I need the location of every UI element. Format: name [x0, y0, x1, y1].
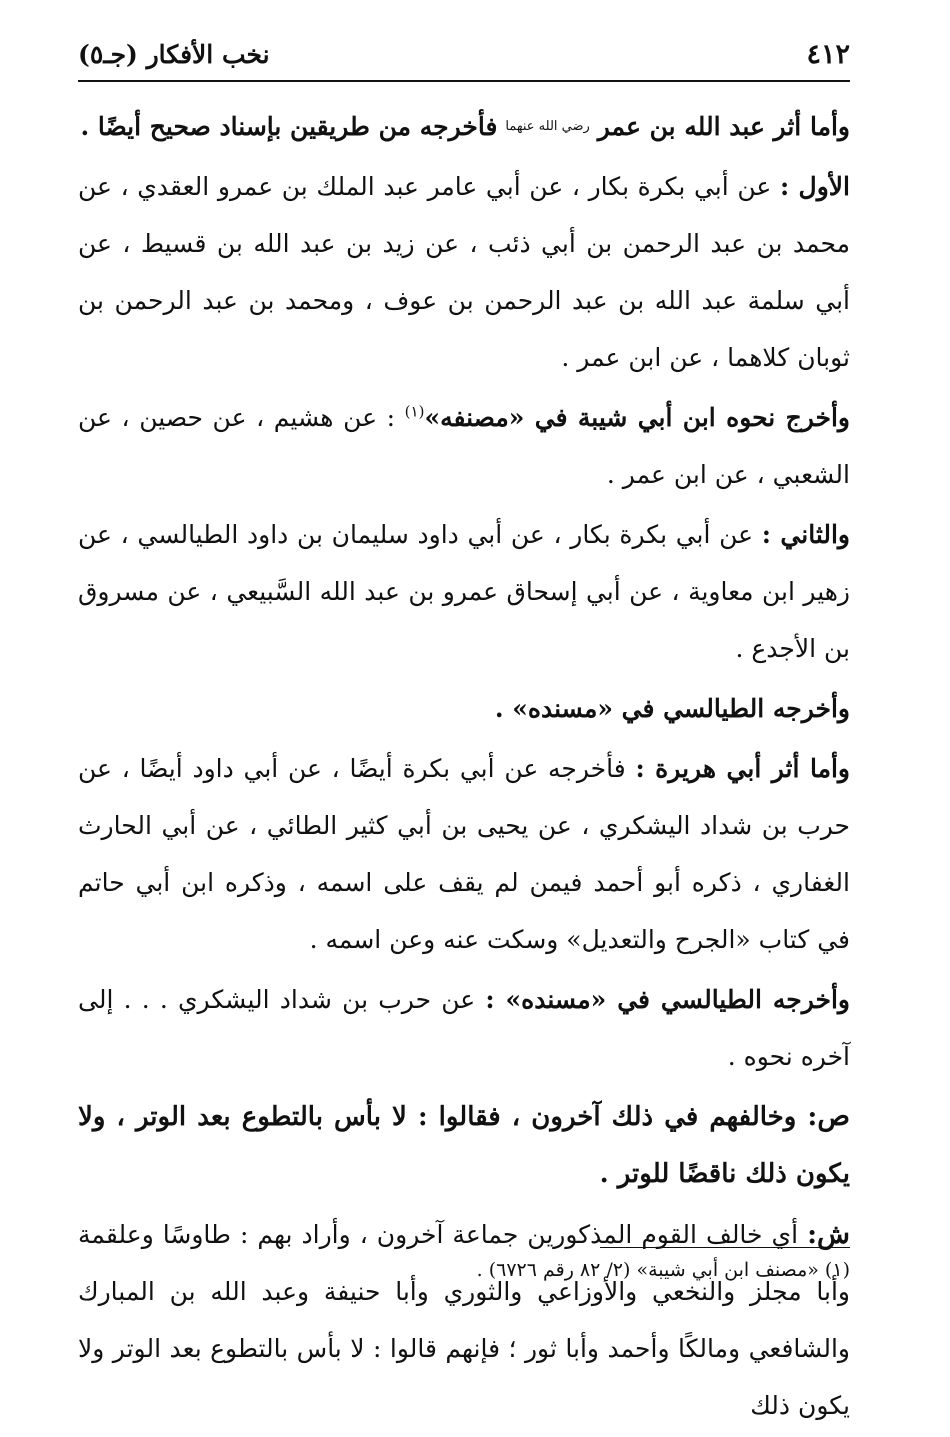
paragraph-tayalisi-harb: وأخرجه الطيالسي في «مسنده» : عن حرب بن شداد اليشكري . . . إلى آخره نحوه .: [78, 985, 850, 1071]
paragraph-second-chain: والثاني : عن أبي بكرة بكار ، عن أبي داود سليمان بن داود الطيالسي ، عن زهير ابن معاوية ، عن أبي إسحاق عمرو بن عبد الله السَّبيعي ، عن مسروق بن الأجدع .: [78, 520, 851, 663]
footnote-divider: [600, 1247, 850, 1248]
header-divider: [78, 80, 850, 82]
paragraph-tayalisi: وأخرجه الطيالسي في «مسنده» .: [494, 694, 850, 723]
footnote-reference[interactable]: (١): [404, 402, 425, 421]
paragraph-ibn-abi-shaybah: وأخرج نحوه ابن أبي شيبة في «مصنفه»$^{(١)}$ : عن هشيم ، عن حصين ، عن الشعبي ، عن ابن عمر .: [78, 402, 850, 489]
page-number: ٤١٢: [806, 38, 850, 70]
paragraph-sharh: ش: أي خالف القوم المذكورين جماعة آخرون ، وأراد بهم : طاوسًا وعلقمة وأبا مجلز والنخعي والأوزاعي والثوري وأبا حنيفة وعبد الله بن المبارك والشافعي ومالكًا وأحمد وأبا ثور ؛ فإنهم قالوا : لا بأس بالتطوع بعد الوتر ولا يكون ذلك: [78, 1219, 850, 1420]
book-title: نخب الأفكار (جـ٥): [78, 39, 270, 69]
sharh-marker: ش:: [807, 1219, 850, 1250]
matn-marker: ص:: [807, 1101, 850, 1132]
paragraph-abu-hurayrah: وأما أثر أبي هريرة : فأخرجه عن أبي بكرة أيضًا ، عن أبي داود أيضًا ، عن حرب بن شداد اليشكري ، عن يحيى بن أبي كثير الطائي ، عن أبي الحارث الغفاري ، ذكره أبو أحمد فيمن لم يقف على اسمه ، وذكره ابن أبي حاتم في كتاب «الجرح والتعديل» وسكت عنه وعن اسمه .: [78, 754, 850, 954]
footnote: (١) «مصنف ابن أبي شيبة» (٢/ ٨٢ رقم ٦٧٢٦) .: [476, 1259, 850, 1281]
paragraph-ibn-umar-intro: وأما أثر عبد الله بن عمر $^{رضي الله عنهما}$ فأخرجه من طريقين بإسناد صحيح أيضًا .: [80, 112, 850, 141]
paragraph-first-chain: الأول : عن أبي بكرة بكار ، عن أبي عامر عبد الملك بن عمرو العقدي ، عن محمد بن عبد الرحمن بن أبي ذئب ، عن زيد بن عبد الله بن قسيط ، عن أبي سلمة عبد الله بن عبد الرحمن بن عوف ، ومحمد بن عبد الرحمن بن ثوبان كلاهما ، عن ابن عمر .: [78, 172, 850, 372]
main-text: [78, 98, 850, 1437]
running-header: [78, 34, 850, 74]
paragraph-matn: ص: وخالفهم في ذلك آخرون ، فقالوا : لا بأس بالتطوع بعد الوتر ، ولا يكون ذلك ناقضًا للوتر .: [78, 1101, 850, 1189]
honorific-glyph: رضي الله عنهما: [505, 119, 590, 134]
